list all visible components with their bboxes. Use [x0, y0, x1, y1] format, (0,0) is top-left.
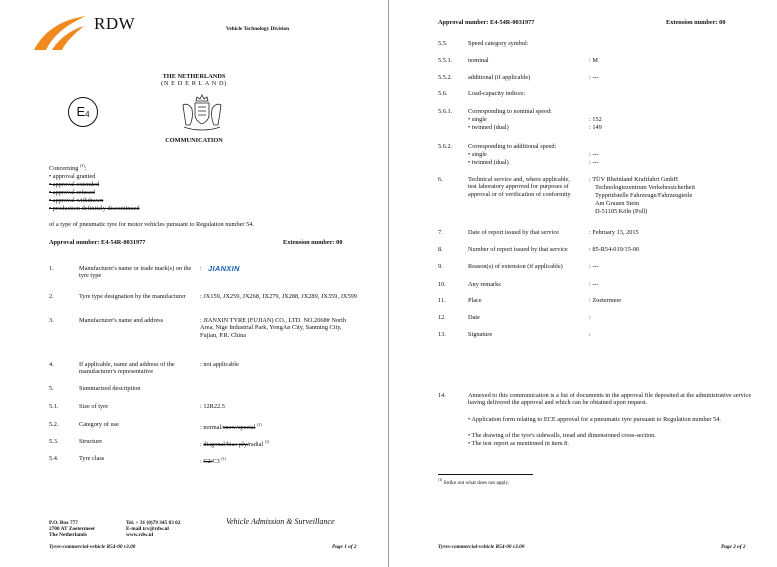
item-value: : --- — [589, 74, 599, 81]
status-production-discontinued: • production definitely discontinued — [49, 205, 140, 212]
footer-contact-line: E-mail tcv@rdw.nl — [126, 526, 169, 532]
item-value: : JX159, JX259, JX268, JX279, JX288, JX289, JX359, JX599 — [200, 293, 357, 300]
item-number: 5.1. — [49, 403, 59, 410]
approval-number: Approval number: E4-54R-0031977 — [49, 239, 146, 246]
item-label: If applicable, name and address of the manufacturer's representative — [79, 361, 175, 376]
item-label: Manufacturer's name or trade mark(s) on the tyre type — [79, 265, 192, 280]
country-native: (N E D E R L A N D) — [161, 80, 227, 87]
item-label: Signature — [468, 331, 493, 338]
item-label: Load-capacity indices: — [468, 90, 526, 97]
approval-number: Approval number: E4-54R-0031977 — [438, 19, 535, 26]
item-number: 5.6. — [438, 90, 448, 97]
item-number: 9. — [438, 263, 443, 270]
tyre-class-value: : C2/C3 $^{(1)}$ — [200, 456, 227, 466]
item-number: 5.5.2. — [438, 74, 453, 81]
extension-number: Extension number: 00 — [666, 19, 726, 26]
structure-value: : diagonal/bias-ply/radial $^{(1)}$ — [200, 439, 270, 449]
item-number: 3. — [49, 317, 54, 324]
technical-service-line: Am Grauen Stein — [595, 200, 640, 207]
approval-mark: $E_4$ — [68, 97, 98, 127]
item-label: Size of tyre — [79, 403, 109, 410]
load-twinned-label: • twinned (dual) — [468, 159, 509, 166]
item-value: : — [589, 331, 591, 338]
technical-service-line: Technologiezentrum Verkehrssicherheit — [595, 184, 695, 191]
item-value: : M — [589, 57, 598, 64]
annex-bullet: • Application form relating to ECE approval for a pneumatic tyre pursuant to Regulation number 54. — [468, 416, 721, 423]
item-label: Tyre class — [79, 455, 105, 462]
item-value: : not applicable — [200, 361, 239, 368]
status-approval-withdrawn: • approval withdrawn — [49, 197, 104, 204]
annex-bullet: • The test report as mentioned in item 8. — [468, 440, 569, 447]
item-label: Place — [468, 297, 482, 304]
extension-number: Extension number: 00 — [283, 239, 343, 246]
item-number: 4. — [49, 361, 54, 368]
technical-service-line: : TÜV Rheinland Kraftfahrt GmbH — [589, 176, 678, 183]
footer-doc-ref: Tyres-commercial-vehicle R54-00 v3.00 — [438, 544, 525, 550]
item-number: 5.6.2. — [438, 143, 453, 150]
load-twinned-value: : 149 — [589, 124, 602, 131]
jianxin-logo: JIANXIN — [208, 264, 240, 273]
footer-contact-line: Tel. + 31 (0)79 345 83 02 — [126, 520, 181, 526]
item-number: 7. — [438, 229, 443, 236]
status-approval-granted: • approval granted — [49, 173, 96, 180]
division-name: Vehicle Technology Division — [226, 26, 290, 32]
rdw-title: RDW — [94, 14, 136, 33]
item-number: 6. — [438, 176, 443, 183]
technical-service-line: D-51105 Köln (Poll) — [595, 208, 648, 215]
footer-address-line: 2700 AT Zoetermeer — [49, 526, 96, 532]
concerning-label: Concerning $^{(1)}$: — [49, 163, 87, 173]
item-label: Structure — [79, 438, 103, 445]
item-label: Reason(s) of extension (if applicable) — [468, 263, 563, 270]
item-label: Summarized description — [79, 385, 141, 392]
category-of-use-value: : normal/snow/special $^{(1)}$ — [200, 422, 262, 432]
item-label: additional (if applicable) — [468, 74, 531, 81]
load-twinned-label: • twinned (dual) — [468, 124, 509, 131]
place-value: : Zoetermeer — [589, 297, 622, 304]
document-page-1 — [0, 0, 388, 567]
item-number: 13. — [438, 331, 446, 338]
footer-contact-line: www.rdw.nl — [126, 532, 154, 538]
footer-tagline: Vehicle Admission & Surveillance — [226, 517, 335, 526]
item-label: nominal — [468, 57, 489, 64]
rdw-logo-icon — [32, 14, 88, 52]
coat-of-arms-icon — [180, 93, 224, 133]
item-label: Date of report issued by that service — [468, 229, 559, 236]
item-number: 11. — [438, 297, 446, 304]
technical-service-line: Typprüfstelle Fahrzeuge/Fahrzeugteile — [595, 192, 693, 199]
item-label: Any remarks — [468, 281, 501, 288]
item-value: : 12R22.5 — [200, 403, 225, 410]
item-number: 5. — [49, 385, 54, 392]
item-number: 2. — [49, 293, 54, 300]
footer-doc-ref: Tyres-commercial-vehicle R54-00 v3.00 — [49, 544, 136, 550]
item-number: 5.5. — [438, 40, 448, 47]
status-approval-extended: • approval extended — [49, 181, 100, 188]
load-single-label: • single — [468, 151, 487, 158]
item-label: Date — [468, 314, 480, 321]
footer-address-line: The Netherlands — [49, 532, 87, 538]
item-label: Category of use — [79, 421, 119, 428]
item-number: 5.6.1. — [438, 108, 453, 115]
item-number: 1. — [49, 265, 54, 272]
footer-address-line: P.O. Box 777 — [49, 520, 78, 526]
item-label: Corresponding to nominal speed: — [468, 108, 552, 115]
load-twinned-value: : --- — [589, 159, 599, 166]
load-single-label: • single — [468, 116, 487, 123]
item-number: 12. — [438, 314, 446, 321]
footnote-rule — [438, 474, 533, 475]
item-label: Technical service and, where applicable, test laboratory approved for purposes of approval or of verification of conformity — [468, 176, 571, 198]
item-number: 5.4. — [49, 455, 59, 462]
item-value: : --- — [589, 263, 599, 270]
item-number: 10. — [438, 281, 446, 288]
communication-heading: COMMUNICATION — [165, 137, 223, 144]
load-single-value: : 152 — [589, 116, 602, 123]
item-label: Manufacturer's name and address — [79, 317, 164, 324]
item-value: : --- — [589, 281, 599, 288]
report-number: : 85-R54-019/15-00 — [589, 246, 640, 253]
item-number: 14. — [438, 392, 446, 399]
footnote: $^{(1)}$ Strike out what does not apply. — [438, 478, 510, 486]
item-number: 8. — [438, 246, 443, 253]
item-label: Corresponding to additional speed: — [468, 143, 557, 150]
scope-text: of a type of pneumatic tyre for motor vehicles pursuant to Regulation number 54. — [49, 221, 254, 228]
annex-bullet: • The drawing of the tyre's sidewalls, tread and dimensioned cross-section. — [468, 432, 656, 439]
item-label: Speed category symbol: — [468, 40, 529, 47]
item-label: Number of report issued by that service — [468, 246, 568, 253]
item-number: 5.5.1. — [438, 57, 453, 64]
manufacturer-address: : JIANXIN TYRE (FUJIAN) CO., LTD. NO.2068# North Area, Nige Industrial Park, YongAn City, Sanming City, Fujian, P.R. China — [200, 317, 347, 339]
trademark-colon: : — [200, 265, 202, 272]
footer-page-number: Page 1 of 2 — [332, 544, 357, 550]
document-page-2 — [389, 0, 777, 567]
item-number: 5.2. — [49, 421, 59, 428]
report-date: : February 13, 2015 — [589, 229, 639, 236]
load-single-value: : --- — [589, 151, 599, 158]
footer-page-number: Page 2 of 2 — [721, 544, 746, 550]
country-name: THE NETHERLANDS — [162, 73, 226, 80]
item-value: : — [589, 314, 591, 321]
item-label: Tyre type designation by the manufacturer — [79, 293, 186, 300]
item-number: 5.3. — [49, 438, 59, 445]
annex-text: Annexed to this communication is a list of documents in the approval file deposited at the administrative service having delivered the approval and which can be obtained upon request. — [468, 392, 752, 407]
status-approval-refused: • approval refused — [49, 189, 95, 196]
